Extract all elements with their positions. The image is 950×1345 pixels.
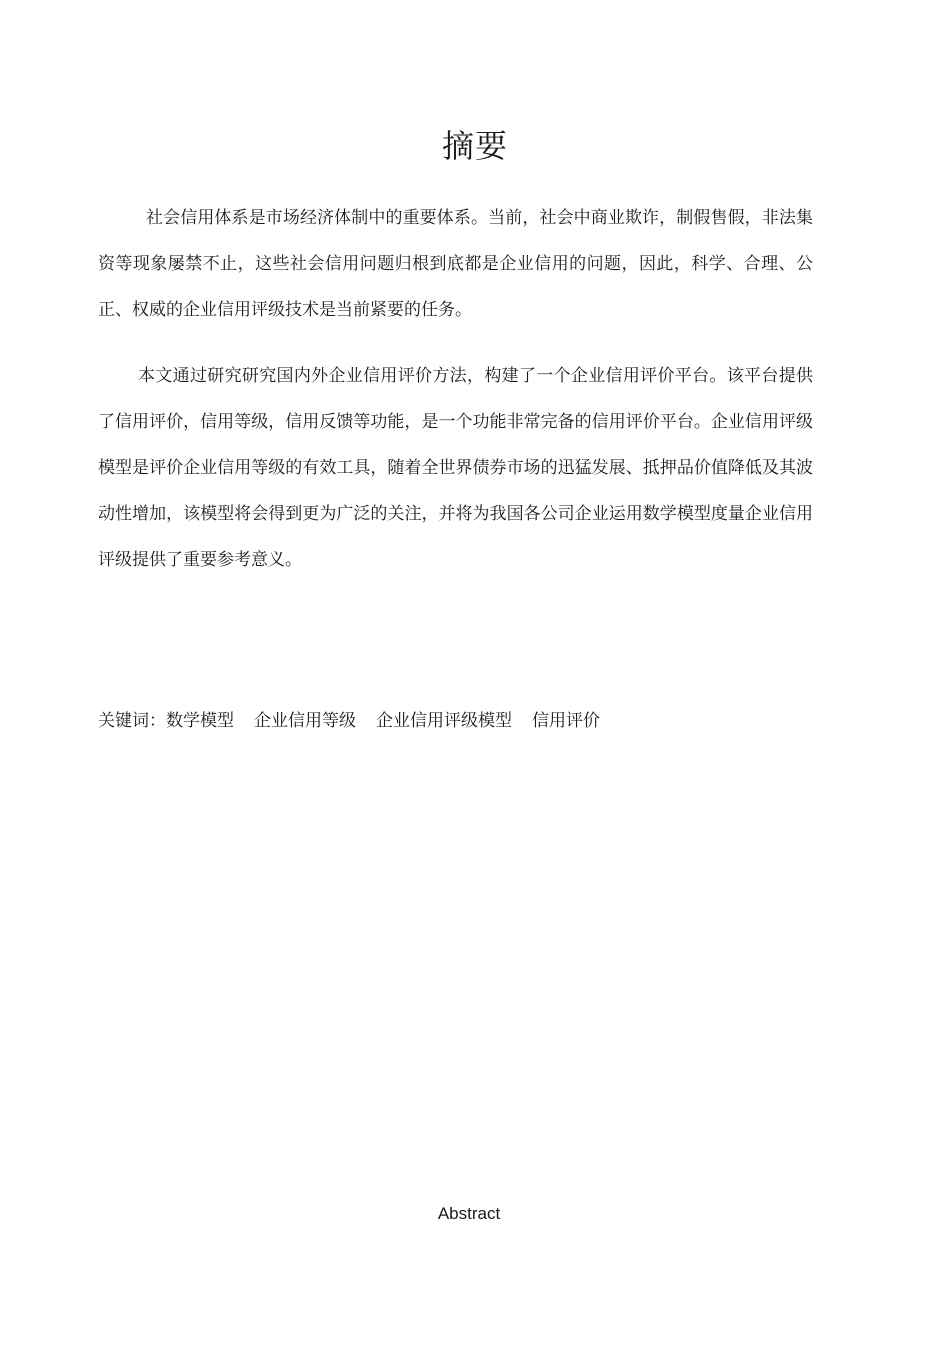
keywords-line [98, 698, 838, 744]
keyword-item: 企业信用评级模型 [376, 711, 512, 731]
keyword-item: 企业信用等级 [254, 711, 356, 731]
keyword-item: 信用评价 [532, 711, 600, 731]
english-abstract-heading: Abstract [437, 1204, 501, 1223]
abstract-paragraph-1: 社会信用体系是市场经济体制中的重要体系。当前，社会中商业欺诈，制假售假，非法集资等现象屡禁不止，这些社会信用问题归根到底都是企业信用的问题，因此，科学、合理、公正、权威的企业信用评级技术是当前紧要的任务。 [98, 208, 813, 320]
abstract-paragraph-2: 本文通过研究研究国内外企业信用评价方法，构建了一个企业信用评价平台。该平台提供了信用评价，信用等级，信用反馈等功能，是一个功能非常完备的信用评价平台。企业信用评级模型是评价企业信用等级的有效工具，随着全世界债券市场的迅猛发展、抵押品价值降低及其波动性增加，该模型将会得到更为广泛的关注，并将为我国各公司企业运用数学模型度量企业信用评级提供了重要参考意义。 [98, 366, 813, 570]
page-title: 摘要 [441, 127, 508, 165]
keyword-item: 数学模型 [166, 711, 234, 731]
keywords-label: 关键词： [98, 711, 166, 731]
